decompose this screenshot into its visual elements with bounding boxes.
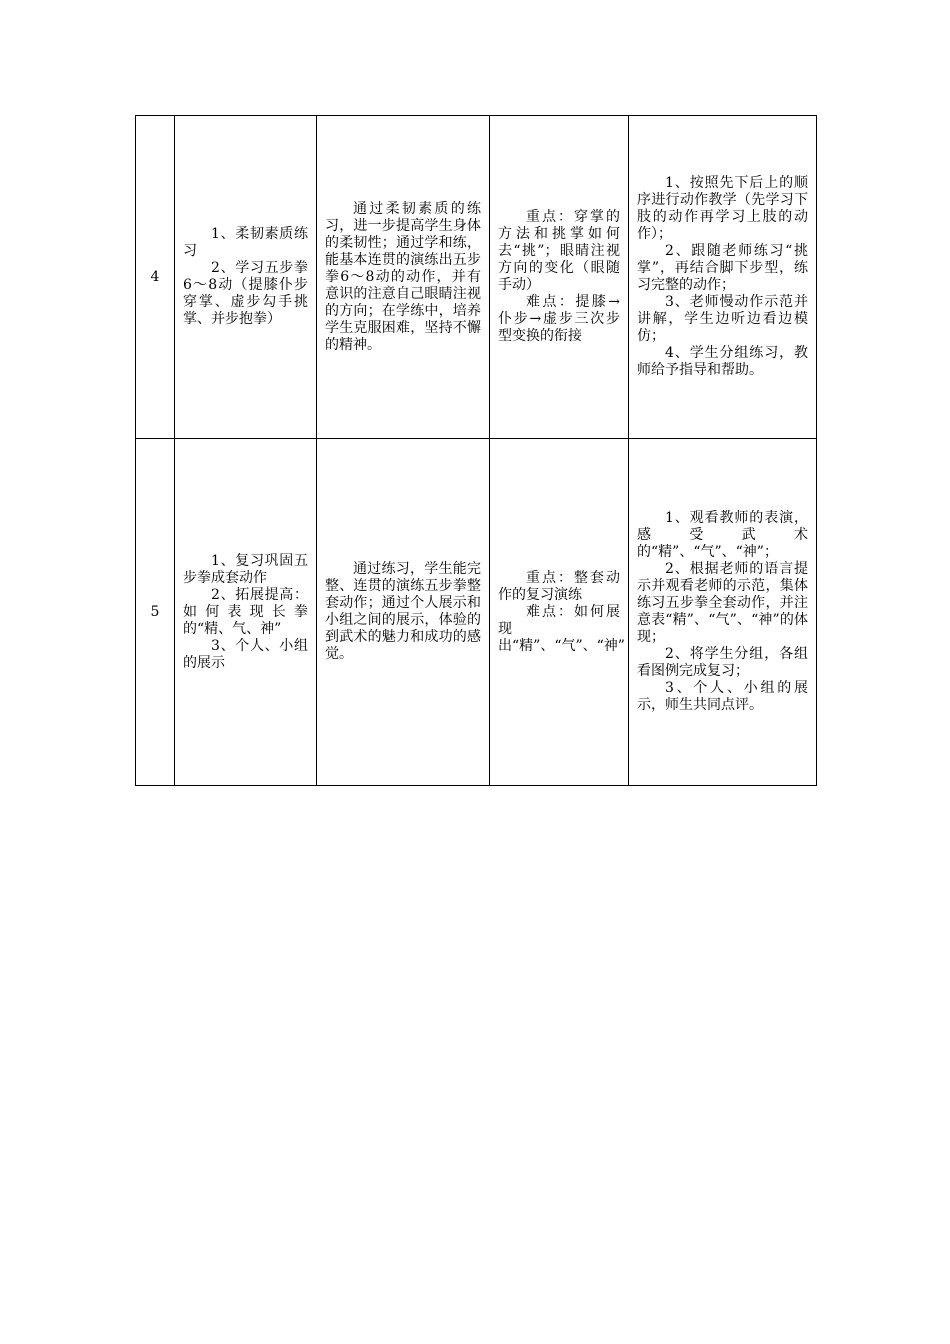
lesson-number: 5 bbox=[136, 439, 175, 786]
objective-text: 通过练习，学生能完整、连贯的演练五步拳整套动作；通过个人展示和小组之间的展示，体验的到武术的魅力和成功的感觉。 bbox=[325, 561, 481, 662]
activity-item: 1、按照先下后上的顺序进行动作教学（先学习下肢的动作再学习上肢的动作）； bbox=[637, 175, 808, 242]
teaching-content-cell bbox=[175, 116, 317, 439]
activity-item: 3、老师慢动作示范并讲解，学生边听边看边模仿； bbox=[637, 294, 808, 344]
difficult-point: 难点：提膝→仆步→虚步三次步型变换的衔接 bbox=[498, 294, 620, 344]
table-row bbox=[136, 116, 817, 439]
content-item: 1、复习巩固五步拳成套动作 bbox=[183, 552, 308, 586]
key-points-cell bbox=[490, 439, 629, 786]
activities-cell bbox=[629, 116, 817, 439]
objective-text: 通过柔韧素质的练习，进一步提高学生身体的柔韧性；通过学和练，能基本连贯的演练出五步拳6～8动的动作，并有意识的注意自己眼睛注视的方向；在学练中，培养学生克服困难，坚持不懈的精神。 bbox=[325, 200, 481, 353]
key-points-cell bbox=[490, 116, 629, 439]
activities-cell bbox=[629, 439, 817, 786]
activity-item: 2、将学生分组，各组看图例完成复习； bbox=[637, 646, 808, 679]
difficult-point: 难点：如何展现出“精”、“气”、“神” bbox=[498, 603, 625, 654]
activity-item: 1、观看教师的表演，感受武术的“精”、“气”、“神”； bbox=[637, 510, 808, 560]
activity-item: 4、学生分组练习，教师给予指导和帮助。 bbox=[637, 345, 808, 378]
teaching-objectives-cell bbox=[317, 116, 490, 439]
lesson-plan-table bbox=[135, 115, 817, 786]
key-point: 重点：整套动作的复习演练 bbox=[498, 569, 620, 603]
content-item: 2、拓展提高：如何表现长拳的“精、气、神” bbox=[183, 586, 308, 637]
content-item: 1、柔韧素质练习 bbox=[183, 226, 308, 259]
lesson-number: 4 bbox=[136, 116, 175, 439]
teaching-content-cell bbox=[175, 439, 317, 786]
content-item: 2、学习五步拳6～8动（提膝仆步穿掌、虚步勾手挑掌、并步抱拳） bbox=[183, 260, 308, 327]
teaching-objectives-cell bbox=[317, 439, 490, 786]
activity-item: 2、根据老师的语言提示并观看老师的示范，集体练习五步拳全套动作，并注意表“精”、“气”、“神”的体现； bbox=[637, 561, 808, 645]
activity-item: 3、个人、小组的展示，师生共同点评。 bbox=[637, 680, 808, 713]
activity-item: 2、跟随老师练习“挑掌”，再结合脚下步型，练习完整的动作； bbox=[637, 243, 808, 293]
table-row bbox=[136, 439, 817, 786]
key-point: 重点：穿掌的方法和挑掌如何去“挑”；眼睛注视方向的变化（眼随手动） bbox=[498, 209, 620, 293]
content-item: 3、个人、小组的展示 bbox=[183, 637, 308, 671]
